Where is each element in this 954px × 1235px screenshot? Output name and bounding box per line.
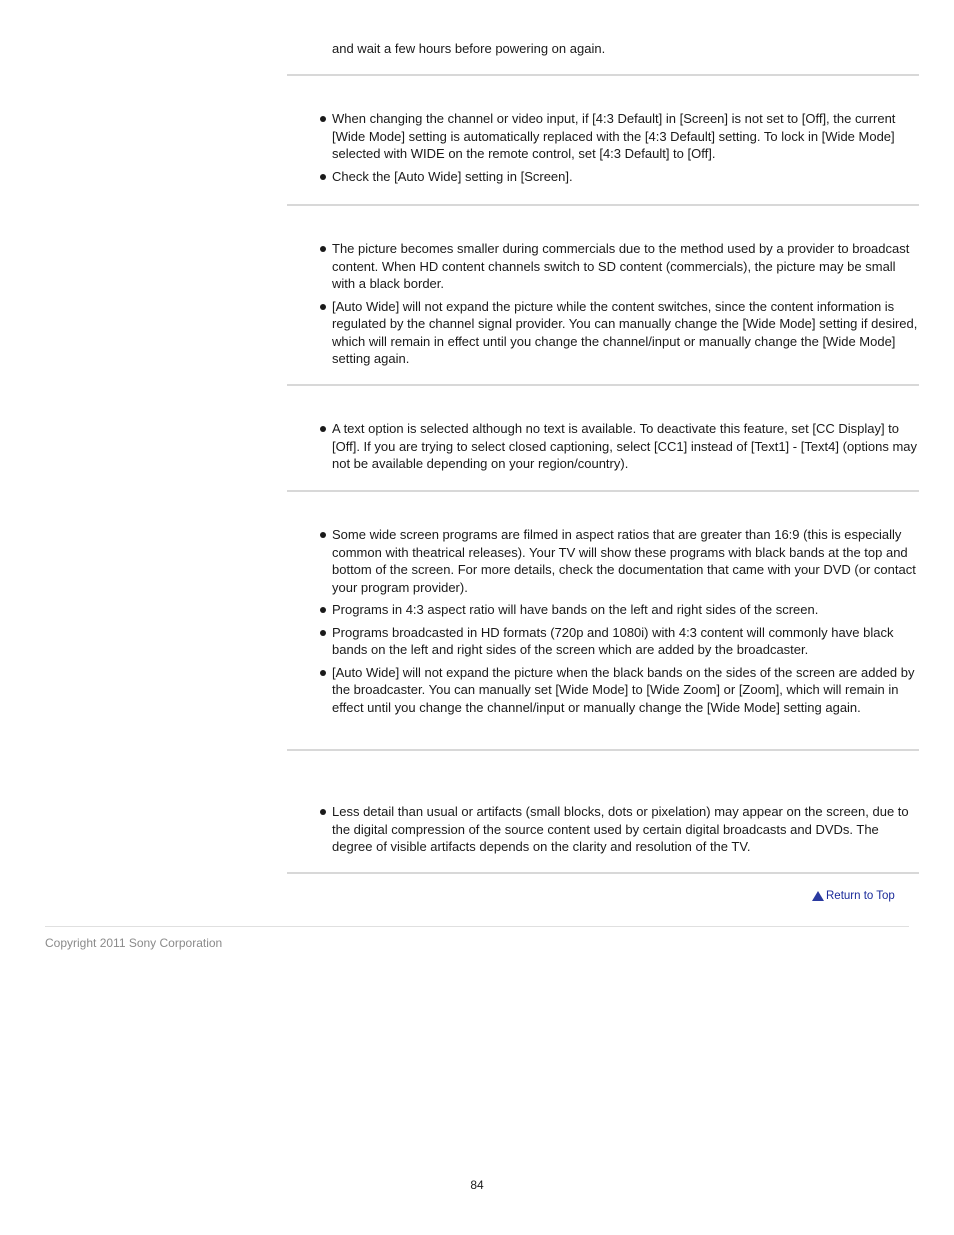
section-1 [287,76,919,204]
arrow-up-icon [812,891,824,901]
bullet-dot-icon [320,426,326,432]
bullet-dot-icon [320,809,326,815]
list-item: Check the [Auto Wide] setting in [Screen]. [287,168,919,186]
section-5 [287,751,919,872]
return-to-top-link[interactable] [812,890,895,902]
section-3 [287,386,919,490]
list-item: When changing the channel or video input, if [4:3 Default] in [Screen] is not set to [Off], the current [Wide Mode] setting is automatically replaced with the [4:3 Default] setting. To lock in [Wide Mode] selected with WIDE on the remote control, set [4:3 Default] to [Off]. [287,110,919,163]
lead-text: and wait a few hours before powering on again. [332,41,606,56]
bullet-list [287,803,919,856]
page-number: 84 [470,1178,484,1192]
list-item: [Auto Wide] will not expand the picture when the black bands on the sides of the screen are added by the broadcaster. You can manually set [Wide Mode] to [Wide Zoom] or [Zoom], which will remain in effect until you change the channel/input or manually change the [Wide Mode] setting again. [287,664,919,717]
list-item: Programs in 4:3 aspect ratio will have bands on the left and right sides of the screen. [287,601,919,619]
list-item: Some wide screen programs are filmed in aspect ratios that are greater than 16:9 (this is especially common with theatrical releases). Your TV will show these programs with black bands at the top and bottom of the screen. For more details, check the documentation that came with your DVD (or contact your program provider). [287,526,919,596]
section-4 [287,492,919,749]
return-to-top-label: Return to Top [826,890,895,902]
bullet-list [287,110,919,185]
bullet-dot-icon [320,116,326,122]
bullet-list [287,526,919,716]
bullet-dot-icon [320,304,326,310]
bullet-dot-icon [320,607,326,613]
bullet-list [287,420,919,473]
list-item: The picture becomes smaller during commercials due to the method used by a provider to broadcast content. When HD content channels switch to SD content (commercials), the picture may be small with a black border. [287,240,919,293]
main-content [287,0,919,874]
bullet-dot-icon [320,174,326,180]
bullet-dot-icon [320,670,326,676]
footer-divider [45,926,909,927]
list-item: [Auto Wide] will not expand the picture while the content switches, since the content information is regulated by the channel signal provider. You can manually change the [Wide Mode] setting if desired, which will remain in effect until you change the channel/input or manually change the [Wide Mode] setting again. [287,298,919,368]
bullet-list [287,240,919,368]
list-item: Programs broadcasted in HD formats (720p and 1080i) with 4:3 content will commonly have black bands on the left and right sides of the screen which are added by the broadcaster. [287,624,919,659]
bullet-dot-icon [320,630,326,636]
list-item: Less detail than usual or artifacts (small blocks, dots or pixelation) may appear on the screen, due to the digital compression of the source content used by certain digital broadcasts and DVDs. The degree of visible artifacts depends on the clarity and resolution of the TV. [287,803,919,856]
list-item: A text option is selected although no text is available. To deactivate this feature, set [CC Display] to [Off]. If you are trying to select closed captioning, select [CC1] instead of [Text1] - [Text4] (options may not be available depending on your region/country). [287,420,919,473]
bullet-dot-icon [320,246,326,252]
section-2 [287,206,919,384]
copyright-text: Copyright 2011 Sony Corporation [45,936,223,950]
section-divider [287,872,919,874]
bullet-dot-icon [320,532,326,538]
